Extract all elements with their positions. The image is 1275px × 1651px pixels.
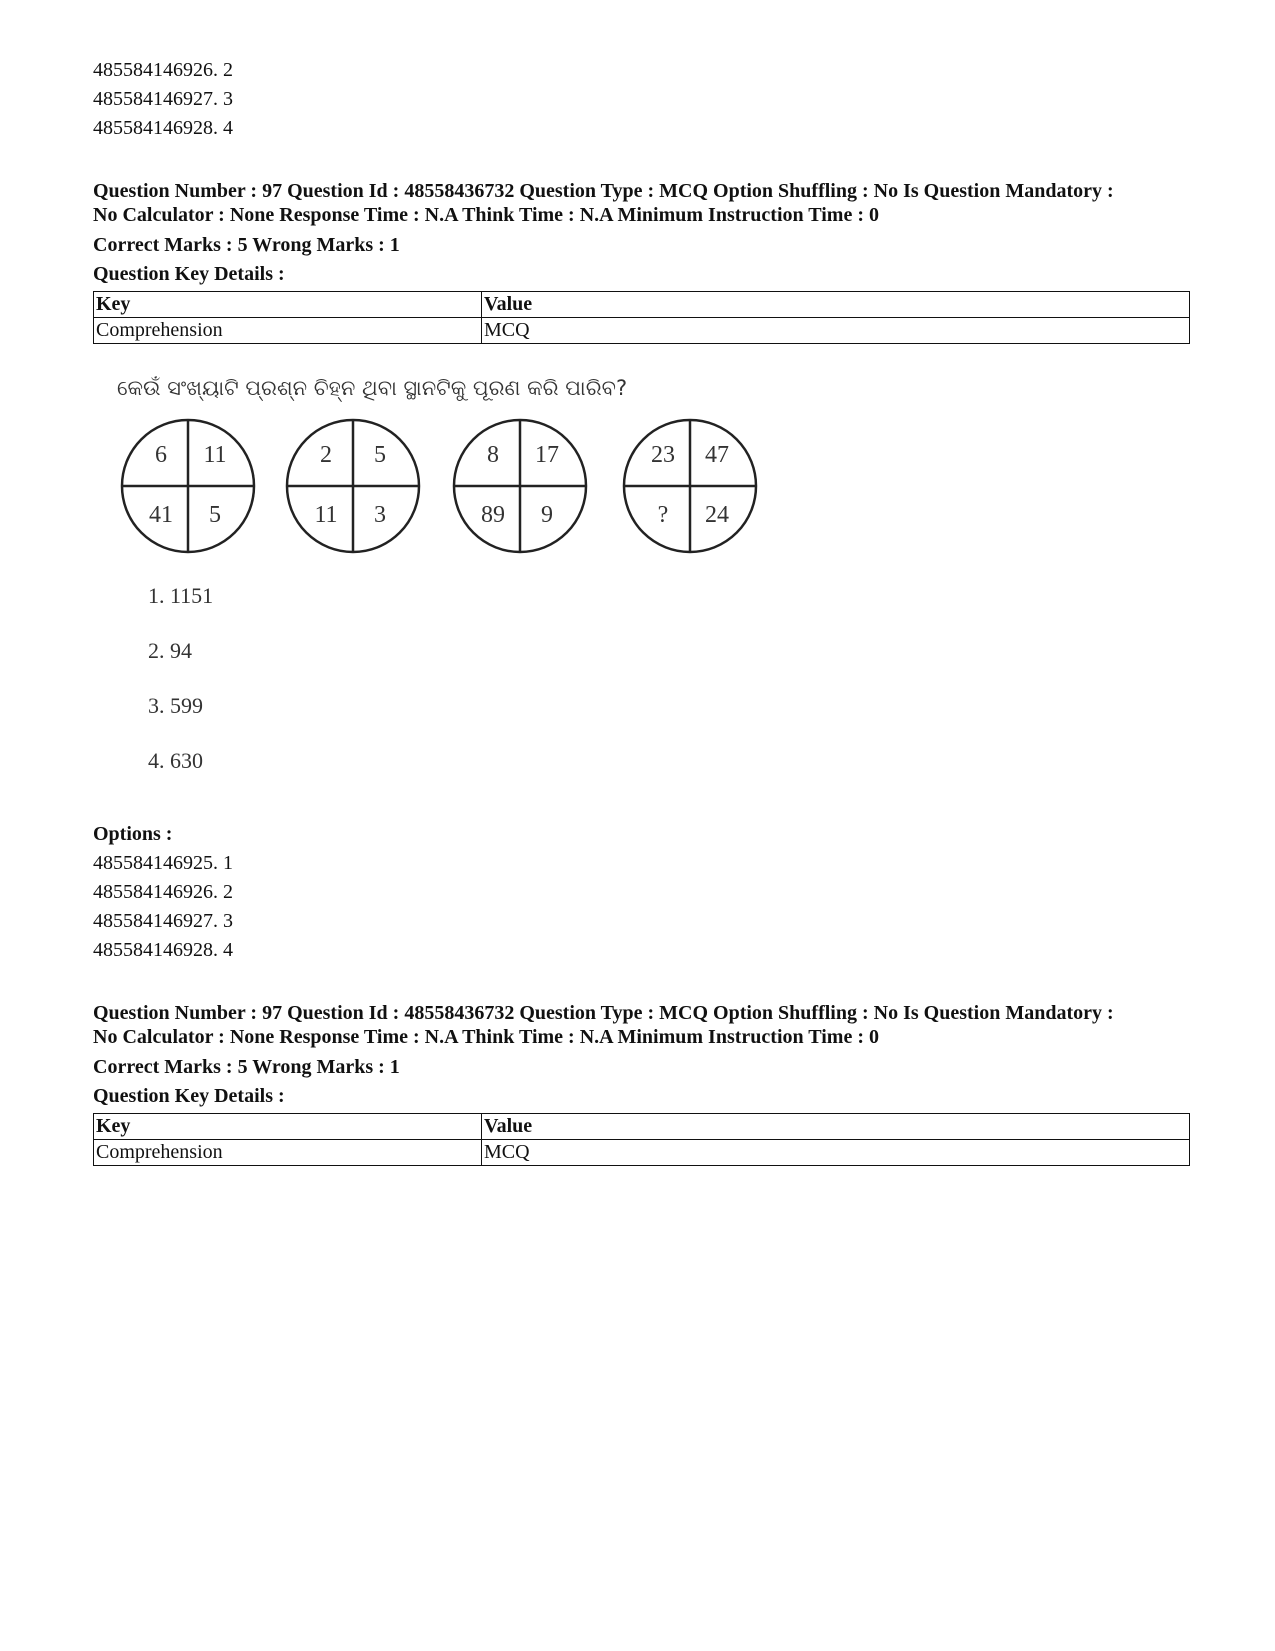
circle-number: 2: [320, 442, 332, 468]
table-cell-value: MCQ: [482, 1140, 1190, 1166]
circle-number: 5: [209, 502, 221, 528]
table-header-value: Value: [482, 1114, 1190, 1140]
options-label: Options :: [93, 823, 173, 845]
table-header-value: Value: [482, 292, 1190, 318]
circle-number: ?: [657, 502, 669, 528]
question-meta-line-1: Question Number : 97 Question Id : 48558436732 Question Type : MCQ Option Shuffling : No Is Question Mandatory :: [93, 180, 1114, 202]
key-details-label: Question Key Details :: [93, 263, 285, 285]
marks-line: Correct Marks : 5 Wrong Marks : 1: [93, 234, 400, 256]
circle-number: 11: [203, 442, 227, 468]
circle-number: 23: [651, 442, 675, 468]
option-item: 485584146926. 2: [93, 59, 233, 81]
answer-choice: 2. 94: [148, 638, 192, 663]
key-details-table: [93, 291, 1190, 344]
key-details-label: Question Key Details :: [93, 1085, 285, 1107]
number-circle: [287, 420, 419, 552]
option-item: 485584146927. 3: [93, 88, 233, 110]
question-header: [93, 1001, 1190, 1166]
option-item: 485584146927. 3: [93, 910, 233, 932]
options-list: [93, 849, 1190, 965]
top-options-list: [93, 56, 1190, 143]
key-details-table: [93, 1113, 1190, 1166]
option-item: 485584146926. 2: [93, 881, 233, 903]
table-header-key: Key: [94, 292, 482, 318]
table-cell-key: Comprehension: [94, 318, 482, 344]
circle-number: 8: [487, 442, 499, 468]
circle-number: 41: [149, 502, 173, 528]
number-circle: [624, 420, 756, 552]
circle-number: 24: [705, 502, 729, 528]
circle-number: 47: [705, 442, 729, 468]
table-cell-value: MCQ: [482, 318, 1190, 344]
option-item: 485584146928. 4: [93, 117, 233, 139]
answer-choice: 1. 1151: [148, 583, 214, 608]
question-meta-line-1: Question Number : 97 Question Id : 48558436732 Question Type : MCQ Option Shuffling : No Is Question Mandatory :: [93, 1002, 1114, 1024]
circle-number: 89: [481, 502, 505, 528]
answer-choice: 3. 599: [148, 693, 203, 718]
question-meta-line-2: No Calculator : None Response Time : N.A Think Time : N.A Minimum Instruction Time : 0: [93, 1026, 879, 1048]
question-meta-line-2: No Calculator : None Response Time : N.A Think Time : N.A Minimum Instruction Time : 0: [93, 204, 879, 226]
table-header-key: Key: [94, 1114, 482, 1140]
answer-choice: 4. 630: [148, 748, 203, 773]
answer-choices: [148, 582, 213, 802]
number-circles: [118, 414, 758, 564]
circle-number: 11: [314, 502, 338, 528]
question-text: କେଉଁ ସଂଖ୍ୟାଟି ପ୍ରଶ୍ନ ଚିହ୍ନ ଥିବା ସ୍ଥାନଟିକୁ ପୂରଣ କରି ପାରିବ?: [117, 376, 628, 400]
circle-number: 6: [155, 442, 167, 468]
question-figure: [93, 352, 1190, 812]
option-item: 485584146925. 1: [93, 852, 233, 874]
number-circle: [454, 420, 586, 552]
question-header: [93, 179, 1190, 344]
option-item: 485584146928. 4: [93, 939, 233, 961]
marks-line: Correct Marks : 5 Wrong Marks : 1: [93, 1056, 400, 1078]
circle-number: 17: [535, 442, 559, 468]
document-page: [93, 56, 1190, 1166]
circle-number: 5: [374, 442, 386, 468]
table-cell-key: Comprehension: [94, 1140, 482, 1166]
circle-number: 3: [374, 502, 386, 528]
number-circle: [122, 420, 254, 552]
circle-number: 9: [541, 502, 553, 528]
